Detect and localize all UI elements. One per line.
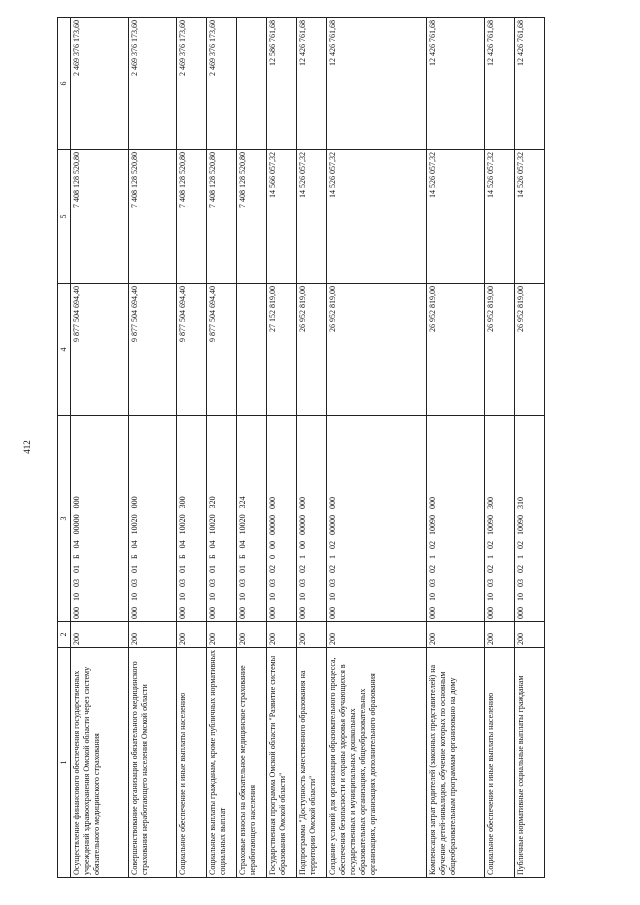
table-row	[129, 18, 177, 878]
row-value-col6: 12 426 761,68	[485, 18, 515, 150]
row-value-col6: 2 469 376 173,60	[129, 18, 177, 150]
row-name-cell: Социальное обеспечение и иные выплаты населению	[485, 648, 515, 878]
row-admin-cell: 200	[515, 622, 545, 648]
row-admin-cell: 200	[71, 622, 129, 648]
header-col-5: 5	[58, 150, 71, 284]
row-value-col6: 12 426 761,68	[427, 18, 485, 150]
row-admin-cell: 200	[297, 622, 327, 648]
table-row	[237, 18, 267, 878]
row-value-col4: 26 952 819,00	[515, 284, 545, 416]
header-col-1: 1	[58, 648, 71, 878]
header-col-4: 4	[58, 284, 71, 416]
table-row	[515, 18, 545, 878]
row-value-col4: 26 952 819,00	[327, 284, 427, 416]
row-value-col6: 12 586 761,68	[267, 18, 297, 150]
header-col-3: 3	[58, 416, 71, 622]
table-row	[297, 18, 327, 878]
table-row	[267, 18, 297, 878]
row-value-col4: 9 877 504 694,40	[71, 284, 129, 416]
row-admin-cell: 200	[177, 622, 207, 648]
header-col-6: 6	[58, 18, 71, 150]
row-value-col4: 27 152 819,00	[267, 284, 297, 416]
table-body	[71, 18, 545, 878]
page-number: 412	[21, 440, 32, 454]
row-value-col5: 7 408 128 520,80	[177, 150, 207, 284]
table-row	[485, 18, 515, 878]
row-admin-cell: 200	[427, 622, 485, 648]
row-value-col5: 14 526 057,32	[297, 150, 327, 284]
table-row	[207, 18, 237, 878]
row-name-cell: Государственная программа Омской области "Развитие системы образования Омской области"	[267, 648, 297, 878]
row-value-col4: 26 952 819,00	[297, 284, 327, 416]
row-value-col6	[237, 18, 267, 150]
row-name-cell: Совершенствование организации обязательного медицинского страхования неработающего населения Омской области	[129, 648, 177, 878]
table-row	[177, 18, 207, 878]
row-name-cell: Компенсация затрат родителей (законных представителей) на обучение детей-инвалидов, обучение которых по основным общеобразовательным программам организовано на дому	[427, 648, 485, 878]
header-col-2: 2	[58, 622, 71, 648]
row-name-cell: Публичные нормативные социальные выплаты гражданам	[515, 648, 545, 878]
row-code-cell: 000 10 03 02 1 02 10090 300	[485, 416, 515, 622]
row-name-cell: Страховые взносы на обязательное медицинское страхование неработающего населения	[237, 648, 267, 878]
row-name-cell: Осуществление финансового обеспечения государственных учреждений здравоохранения Омской области через систему обязательного медицинского страхования	[71, 648, 129, 878]
row-value-col6: 12 426 761,68	[327, 18, 427, 150]
row-code-cell: 000 10 03 02 1 00 00000 000	[297, 416, 327, 622]
row-value-col6: 12 426 761,68	[515, 18, 545, 150]
row-value-col4	[237, 284, 267, 416]
table-row	[71, 18, 129, 878]
row-code-cell: 000 10 03 01 Б 04 00000 000	[71, 416, 129, 622]
row-name-cell: Социальное обеспечение и иные выплаты населению	[177, 648, 207, 878]
row-admin-cell: 200	[267, 622, 297, 648]
row-value-col5: 7 408 128 520,80	[71, 150, 129, 284]
row-value-col5: 14 526 057,32	[327, 150, 427, 284]
row-value-col4: 9 877 504 694,40	[177, 284, 207, 416]
header-row	[58, 18, 71, 878]
budget-table	[57, 17, 545, 878]
row-name-cell: Социальные выплаты гражданам, кроме публичных нормативных социальных выплат	[207, 648, 237, 878]
row-code-cell: 000 10 03 02 0 00 00000 000	[267, 416, 297, 622]
row-code-cell: 000 10 03 02 1 02 10090 310	[515, 416, 545, 622]
row-admin-cell: 200	[327, 622, 427, 648]
row-value-col4: 9 877 504 694,40	[207, 284, 237, 416]
row-value-col5: 14 526 057,32	[515, 150, 545, 284]
row-value-col6: 2 469 376 173,60	[71, 18, 129, 150]
row-value-col5: 7 408 128 520,80	[129, 150, 177, 284]
row-value-col5: 7 408 128 520,80	[207, 150, 237, 284]
row-code-cell: 000 10 03 01 Б 04 10020 000	[129, 416, 177, 622]
row-value-col5: 14 526 057,32	[485, 150, 515, 284]
row-admin-cell: 200	[207, 622, 237, 648]
row-value-col6: 12 426 761,68	[297, 18, 327, 150]
budget-table-rotated	[57, 18, 589, 878]
row-code-cell: 000 10 03 02 1 02 00000 000	[327, 416, 427, 622]
table-row	[327, 18, 427, 878]
row-admin-cell: 200	[485, 622, 515, 648]
row-value-col4: 26 952 819,00	[485, 284, 515, 416]
row-value-col4: 26 952 819,00	[427, 284, 485, 416]
row-code-cell: 000 10 03 01 Б 04 10020 324	[237, 416, 267, 622]
row-code-cell: 000 10 03 01 Б 04 10020 300	[177, 416, 207, 622]
row-value-col6: 2 469 376 173,60	[207, 18, 237, 150]
row-name-cell: Создание условий для организации образовательного процесса, обеспечения безопасности и охраны здоровья обучающихся в государственных и муниципальных дошкольных образовательных организациях, общеобразовательных организациях, организациях дополнительного образования	[327, 648, 427, 878]
row-code-cell: 000 10 03 02 1 02 10090 000	[427, 416, 485, 622]
row-admin-cell: 200	[129, 622, 177, 648]
table-row	[427, 18, 485, 878]
row-value-col5: 14 566 057,32	[267, 150, 297, 284]
row-value-col4: 9 877 504 694,40	[129, 284, 177, 416]
row-code-cell: 000 10 03 01 Б 04 10020 320	[207, 416, 237, 622]
row-value-col5: 14 526 057,32	[427, 150, 485, 284]
row-admin-cell: 200	[237, 622, 267, 648]
row-value-col5: 7 408 128 520,80	[237, 150, 267, 284]
row-value-col6: 2 469 376 173,60	[177, 18, 207, 150]
row-name-cell: Подпрограмма "Доступность качественного образования на территории Омской области"	[297, 648, 327, 878]
